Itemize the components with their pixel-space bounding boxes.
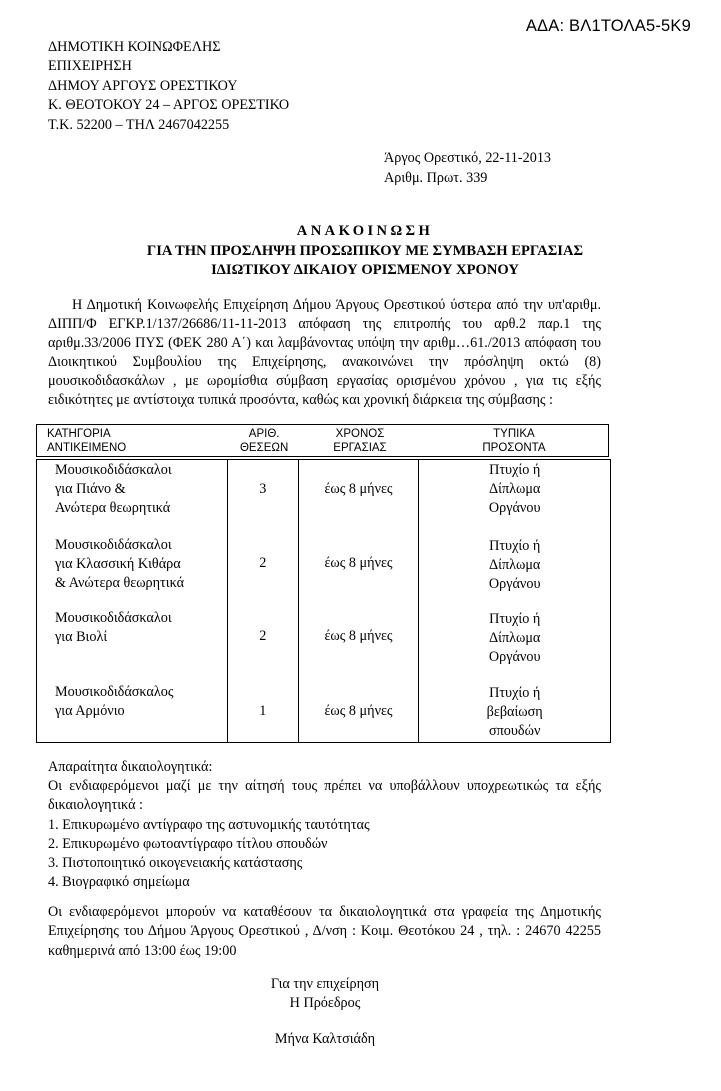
row-duration: έως 8 μήνες [298, 536, 419, 609]
header-positions: ΑΡΙΘ. ΘΕΣΕΩΝ [239, 428, 289, 454]
title-line: ΑΝΑΚΟΙΝΩΣΗ [296, 223, 434, 239]
row-category: Μουσικοδιδάσκαλοι για Πιάνο & Ανώτερα θεωρητικά [37, 460, 228, 536]
documents-heading: Απαραίτητα δικαιολογητικά: [48, 759, 213, 775]
positions-table-header [36, 424, 609, 457]
row-positions: 2 [227, 536, 298, 609]
date-line: Άργος Ορεστικό, 22-11-2013 [384, 150, 552, 166]
row-category: Μουσικοδιδάσκαλος για Αρμόνιο [37, 683, 228, 743]
row-duration: έως 8 μήνες [298, 683, 419, 743]
title-line: ΓΙΑ ΤΗΝ ΠΡΟΣΛΗΨΗ ΠΡΟΣΩΠΙΚΟΥ ΜΕ ΣΥΜΒΑΣΗ ΕΡΓΑΣΙΑΣ [146, 242, 584, 259]
sender-line: ΔΗΜΟΤΙΚΗ ΚΟΙΝΩΦΕΛΗΣ [48, 39, 221, 55]
sender-line: ΔΗΜΟΥ ΑΡΓΟΥΣ ΟΡΕΣΤΙΚΟΥ [48, 77, 238, 94]
signature-name: Μήνα Καλτσιάδη [274, 1031, 376, 1047]
sender-line: Κ. ΘΕΟΤΟΚΟΥ 24 – ΑΡΓΟΣ ΟΡΕΣΤΙΚΟ [48, 97, 290, 114]
table-row [37, 609, 611, 683]
table-row [37, 536, 611, 609]
table-row [37, 683, 611, 743]
list-item: 1. Επικυρωμένο αντίγραφο της αστυνομικής ταυτότητας [48, 816, 370, 833]
signature-for: Για την επιχείρηση [270, 976, 380, 992]
closing-paragraph: Οι ενδιαφερόμενοι μπορούν να καταθέσουν τα δικαιολογητικά στα γραφεία της Δημοτικής Επιχείρησης του Δήμου Άργους Ορεστικού , Δ/νση : Κοιμ. Θεοτόκου 24 , τηλ. : 24670 42255 καθημερινά από 13:00 έως 19:00 [48, 904, 601, 959]
row-qualifications: Πτυχίο ή Δίπλωμα Οργάνου [419, 536, 611, 609]
announcement-title [40, 222, 690, 281]
header-qualifications: ΤΥΠΙΚΑ ΠΡΟΣΟΝΤΑ [482, 428, 546, 454]
sender-line: Τ.Κ. 52200 – ΤΗΛ 2467042255 [48, 116, 230, 133]
protocol-number: Αριθμ. Πρωτ. 339 [384, 170, 488, 186]
row-positions: 2 [227, 609, 298, 683]
list-item: 4. Βιογραφικό σημείωμα [48, 874, 190, 891]
header-duration: ΧΡΟΝΟΣ ΕΡΓΑΣΙΑΣ [333, 428, 387, 454]
sender-line: ΕΠΙΧΕΙΡΗΣΗ [48, 58, 132, 75]
table-row [37, 460, 611, 536]
list-item: 3. Πιστοποιητικό οικογενειακής κατάστασης [48, 855, 303, 872]
row-positions: 1 [227, 683, 298, 743]
ada-code: ΑΔΑ: ΒΛ1ΤΟΛΑ5-5Κ9 [525, 17, 691, 35]
title-line: ΙΔΙΩΤΙΚΟΥ ΔΙΚΑΙΟΥ ΟΡΙΣΜΕΝΟΥ ΧΡΟΝΟΥ [211, 262, 519, 279]
row-duration: έως 8 μήνες [298, 460, 419, 536]
row-qualifications: Πτυχίο ή Δίπλωμα Οργάνου [419, 609, 611, 683]
row-qualifications: Πτυχίο ή Δίπλωμα Οργάνου [419, 460, 611, 536]
list-item: 2. Επικυρωμένο φωτοαντίγραφο τίτλου σπουδών [48, 835, 328, 852]
row-category: Μουσικοδιδάσκαλοι για Βιολί [37, 609, 228, 683]
sender-block [48, 38, 289, 135]
positions-table [36, 459, 611, 743]
row-duration: έως 8 μήνες [298, 609, 419, 683]
row-category: Μουσικοδιδάσκαλοι για Κλασσική Κιθάρα & Ανώτερα θεωρητικά [37, 536, 228, 609]
signature-role: Η Πρόεδρος [289, 995, 361, 1011]
documents-intro: Οι ενδιαφερόμενοι μαζί με την αίτησή τους πρέπει να υποβάλλουν υποχρεωτικώς τα εξής δικαιολογητικά : [48, 778, 601, 814]
row-qualifications: Πτυχίο ή βεβαίωση σπουδών [419, 683, 611, 743]
date-block [384, 148, 551, 188]
header-category: ΚΑΤΗΓΟΡΙΑ ΑΝΤΙΚΕΙΜΕΝΟ [47, 428, 127, 454]
required-documents [48, 758, 601, 892]
body-paragraph: Η Δημοτική Κοινωφελής Επιχείρηση Δήμου Άργους Ορεστικού ύστερα από την υπ'αριθμ. ΔΙΠΠ/Φ ΕΓΚΡ.1/137/26686/11-11-2013 απόφαση της επιτροπής του αρθ.2 παρ.1 της αριθμ.33/2006 ΠΥΣ (ΦΕΚ 280 Α΄) και λαμβάνοντας υπόψη την αριθμ…61./2013 απόφαση του Διοικητικού Συμβουλίου της Επιχείρησης, ανακοινώνει την πρόσληψη οκτώ (8) μουσικοδιδασκάλων , με ωρομίσθια σύμβαση εργασίας ορισμένου χρόνου , για τις εξής ειδικότητες με αντίστοιχα τυπικά προσόντα, καθώς και χρονική διάρκεια της σύμβασης : [48, 297, 601, 409]
row-positions: 3 [227, 460, 298, 536]
